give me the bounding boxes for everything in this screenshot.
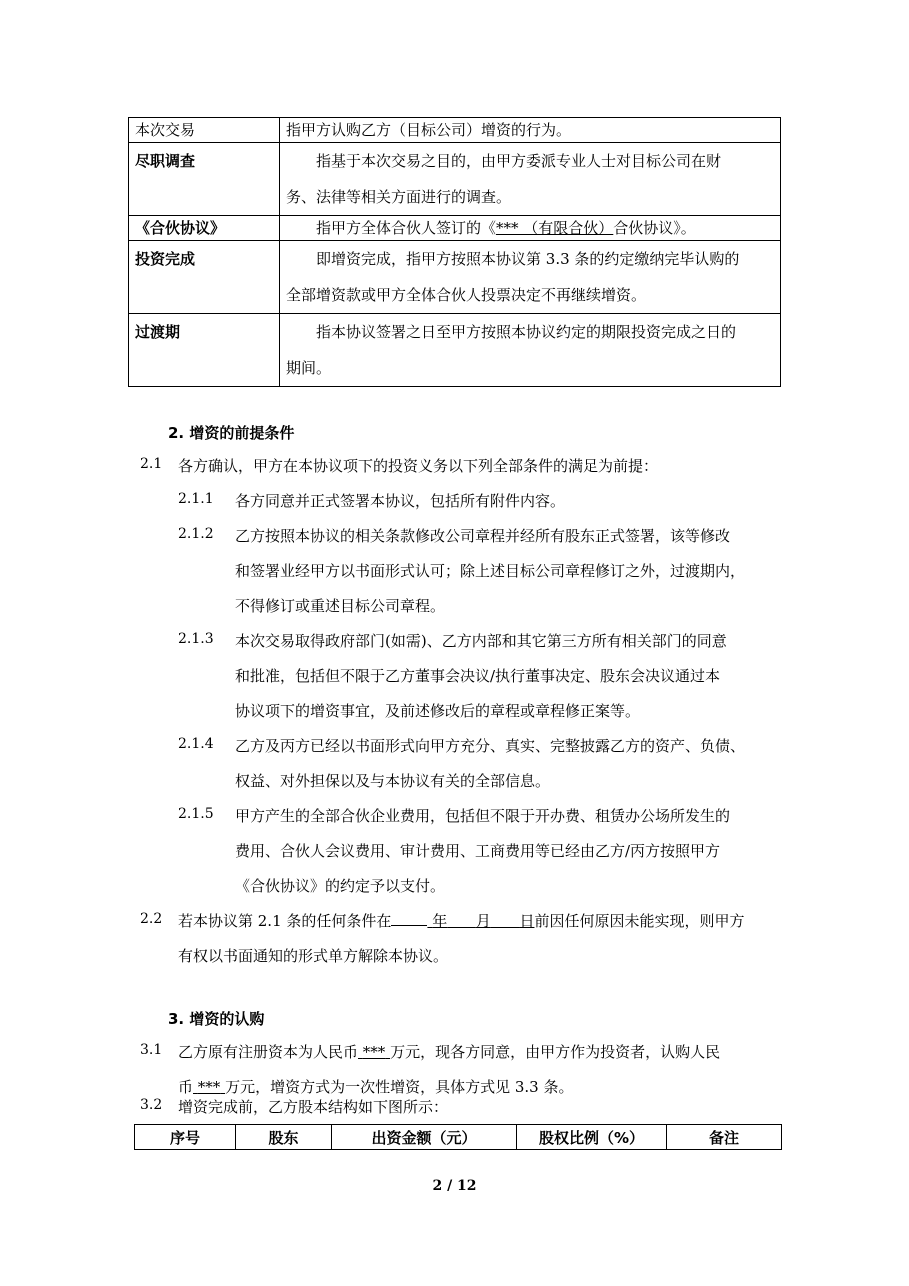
clause-text-mid: 万元，现各方同意，由甲方作为投资者，认购人民 <box>390 1043 721 1061</box>
clause-text-pre: 乙方原有注册资本为人民币 <box>178 1043 359 1061</box>
clause-text: 和签署业经甲方以书面形式认可；除上述目标公司章程修订之外，过渡期内， <box>235 562 746 580</box>
clause-number: 2.1.2 <box>178 526 214 542</box>
definition-row <box>129 314 781 387</box>
clause-text <box>178 1076 573 1097</box>
day-text: 日 <box>519 912 535 930</box>
definition-row <box>129 118 781 143</box>
subscription-amount <box>193 1078 225 1096</box>
definition-text <box>280 216 781 241</box>
definition-text <box>280 314 781 387</box>
definition-text <box>280 143 781 216</box>
definition-term: 过渡期 <box>129 314 280 387</box>
clause-number: 2.1.5 <box>178 806 214 822</box>
definitions-table <box>128 117 781 387</box>
clause-text: 甲方产生的全部合伙企业费用，包括但不限于开办费、租赁办公场所发生的 <box>235 807 731 825</box>
section-3-heading: 3. 增资的认购 <box>168 1010 265 1028</box>
clause-number: 2.1 <box>140 456 163 472</box>
definition-term: 《合伙协议》 <box>129 216 280 241</box>
table-header-cell: 股权比例（%） <box>517 1125 667 1150</box>
clause-text: 增资完成前，乙方股本结构如下图所示： <box>178 1098 449 1116</box>
definition-line: 期间。 <box>286 359 332 377</box>
month-text: 月 <box>475 912 491 930</box>
clause-text: 协议项下的增资事宜，及前述修改后的章程或章程修正案等。 <box>235 702 641 720</box>
amount-text: *** <box>197 1078 221 1096</box>
clause-number: 2.2 <box>140 911 163 927</box>
clause-number: 3.2 <box>140 1097 163 1113</box>
table-header-cell: 股东 <box>236 1125 332 1150</box>
clause-number: 2.1.1 <box>178 491 214 507</box>
definition-line: 指基于本次交易之目的，由甲方委派专业人士对目标公司在财 <box>316 152 722 170</box>
year-label <box>427 912 534 930</box>
clause-text: 有权以书面通知的形式单方解除本协议。 <box>178 947 449 965</box>
clause-text-pre: 币 <box>178 1078 194 1096</box>
definition-row <box>129 241 781 314</box>
clause-text <box>178 910 744 931</box>
clause-text: 不得修订或重述目标公司章程。 <box>235 597 446 615</box>
clause-text: 各方确认，甲方在本协议项下的投资义务以下列全部条件的满足为前提： <box>178 457 659 475</box>
partnership-name-underlined: *** （有限合伙） <box>496 219 614 237</box>
clause-text: 费用、合伙人会议费用、审计费用、工商费用等已经由乙方/丙方按照甲方 <box>235 842 721 860</box>
table-header-cell: 序号 <box>135 1125 236 1150</box>
clause-number: 2.1.4 <box>178 736 214 752</box>
table-header-cell: 备注 <box>667 1125 782 1150</box>
definition-post: 合伙协议》。 <box>613 219 696 237</box>
definition-row <box>129 216 781 241</box>
clause-text: 本次交易取得政府部门(如需)、乙方内部和其它第三方所有相关部门的同意 <box>235 632 727 650</box>
definition-term: 尽职调查 <box>129 143 280 216</box>
clause-number: 3.1 <box>140 1042 163 1058</box>
definition-line: 全部增资款或甲方全体合伙人投票决定不再继续增资。 <box>286 286 647 304</box>
definition-row <box>129 143 781 216</box>
definition-term: 本次交易 <box>129 118 280 143</box>
table-header-row <box>135 1125 782 1150</box>
clause-text: 乙方按照本协议的相关条款修改公司章程并经所有股东正式签署，该等修改 <box>235 527 731 545</box>
year-text: 年 <box>432 912 448 930</box>
definition-line: 务、法律等相关方面进行的调查。 <box>286 188 512 206</box>
definition-text: 指甲方认购乙方（目标公司）增资的行为。 <box>280 118 781 143</box>
clause-text: 权益、对外担保以及与本协议有关的全部信息。 <box>235 772 551 790</box>
definition-text <box>280 241 781 314</box>
table-header-cell: 出资金额（元） <box>332 1125 517 1150</box>
page-number: 2 / 12 <box>432 1178 477 1194</box>
clause-text: 各方同意并正式签署本协议，包括所有附件内容。 <box>235 492 566 510</box>
clause-text: 《合伙协议》的约定予以支付。 <box>235 877 446 895</box>
registered-capital-amount <box>358 1043 390 1061</box>
clause-text: 和批准，包括但不限于乙方董事会决议/执行董事决定、股东会决议通过本 <box>235 667 721 685</box>
definition-pre: 指甲方全体合伙人签订的《 <box>316 219 497 237</box>
clause-text <box>178 1041 720 1062</box>
clause-text-pre: 若本协议第 2.1 条的任何条件在 <box>178 912 392 930</box>
amount-text: *** <box>362 1043 386 1061</box>
clause-text-post: 万元，增资方式为一次性增资，具体方式见 3.3 条。 <box>225 1078 574 1096</box>
definition-line: 指本协议签署之日至甲方按照本协议约定的期限投资完成之日的 <box>316 323 737 341</box>
clause-text-post: 前因任何原因未能实现，则甲方 <box>534 912 745 930</box>
shareholding-table <box>134 1124 782 1150</box>
date-blank <box>391 911 427 926</box>
definition-term: 投资完成 <box>129 241 280 314</box>
section-2-heading: 2. 增资的前提条件 <box>168 424 295 442</box>
clause-text: 乙方及丙方已经以书面形式向甲方充分、真实、完整披露乙方的资产、负债、 <box>235 737 746 755</box>
definition-line: 即增资完成，指甲方按照本协议第 3.3 条的约定缴纳完毕认购的 <box>316 250 740 268</box>
clause-number: 2.1.3 <box>178 631 214 647</box>
